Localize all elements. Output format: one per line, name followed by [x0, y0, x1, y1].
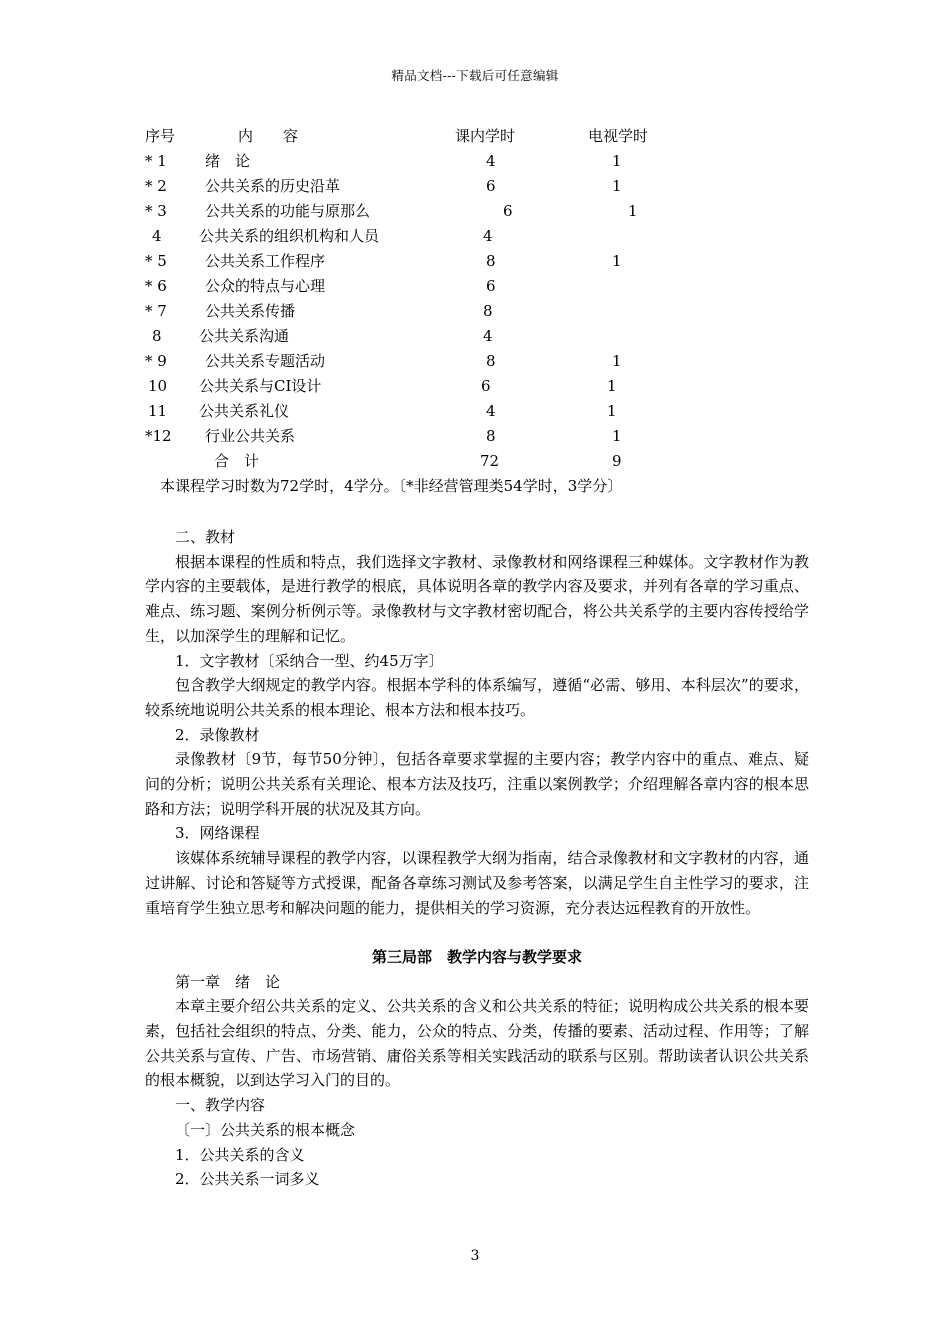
- table-row: [0, 249, 950, 274]
- header-content: 内 容: [238, 127, 299, 145]
- table-row: [0, 374, 950, 399]
- materials-title: 二、教材: [175, 528, 236, 546]
- video-materials-body: 录像教材〔9节，每节50分钟〕，包括各章要求掌握的主要内容；教学内容中的重点、难点、疑问的分析；说明公共关系有关理论、根本方法及技巧，注重以案例教学；介绍理解各章内容的根本思路和方法；说明学科开展的状况及其方向。: [145, 750, 809, 818]
- row-no: * 3: [145, 202, 167, 220]
- online-course-body: 该媒体系统辅导课程的教学内容，以课程教学大纲为指南，结合录像教材和文字教材的内容，通过讲解、讨论和答疑等方式授课，配备各章练习测试及参考答案，以满足学生自主性学习的要求，注重培育学生独立思考和解决问题的能力，提供相关的学习资源，充分表达远程教育的开放性。: [145, 849, 809, 917]
- page-number: 3: [470, 1248, 480, 1264]
- table-header-row: [0, 124, 950, 149]
- total-label: 合 计: [214, 452, 260, 470]
- table-row: [0, 174, 950, 199]
- table-row: [0, 349, 950, 374]
- table-row: [0, 274, 950, 299]
- row-content: 公众的特点与心理: [205, 277, 326, 295]
- row-content: 公共关系的组织机构和人员: [199, 227, 380, 245]
- part3-title: 第三局部 教学内容与教学要求: [371, 947, 582, 966]
- summary-line: [0, 474, 950, 499]
- table-row: [0, 324, 950, 349]
- row-class-hours: 6: [486, 177, 496, 195]
- header-tv-hours: 电视学时: [588, 127, 649, 145]
- row-content: 公共关系传播: [205, 302, 296, 320]
- row-class-hours: 8: [486, 352, 496, 370]
- row-no: 4: [152, 227, 162, 245]
- row-class-hours: 4: [486, 402, 496, 420]
- text-materials-title: 1．文字教材〔采纳合一型、约45万字〕: [175, 651, 444, 670]
- document-body: [145, 525, 809, 1192]
- row-class-hours: 6: [503, 202, 513, 220]
- text-materials-body: 包含教学大纲规定的教学内容。根据本学科的体系编写，遵循“必需、够用、本科层次”的要求，较系统地说明公共关系的根本理论、根本方法和根本技巧。: [145, 676, 809, 719]
- row-tv-hours: 1: [612, 177, 622, 195]
- row-tv-hours: 1: [612, 252, 622, 270]
- summary-text: 本课程学习时数为72学时，4学分。〔*非经营管理类54学时，3学分〕: [160, 477, 623, 495]
- row-content: 公共关系的历史沿革: [205, 177, 341, 195]
- header-no: 序号: [145, 127, 176, 145]
- list-item: 1．公共关系的含义: [175, 1145, 305, 1164]
- row-class-hours: 8: [486, 427, 496, 445]
- row-class-hours: 6: [486, 277, 496, 295]
- subsection-title: 〔一〕公共关系的根本概念: [175, 1120, 356, 1139]
- list-item: 2．公共关系一词多义: [175, 1170, 320, 1189]
- total-class-hours: 72: [480, 452, 500, 470]
- row-tv-hours: 1: [628, 202, 638, 220]
- row-tv-hours: 1: [607, 402, 617, 420]
- row-content: 公共关系的功能与原那么: [205, 202, 371, 220]
- row-content: 公共关系与CI设计: [199, 377, 322, 395]
- total-tv-hours: 9: [612, 452, 622, 470]
- row-no: 8: [152, 327, 162, 345]
- row-tv-hours: 1: [612, 427, 622, 445]
- row-content: 绪 论: [205, 152, 251, 170]
- row-class-hours: 4: [483, 227, 493, 245]
- row-no: 11: [148, 402, 168, 420]
- row-class-hours: 6: [481, 377, 491, 395]
- table-row: [0, 424, 950, 449]
- row-no: * 5: [145, 252, 167, 270]
- row-no: 10: [148, 377, 168, 395]
- table-row: [0, 149, 950, 174]
- row-tv-hours: 1: [607, 377, 617, 395]
- row-no: * 9: [145, 352, 167, 370]
- online-course-title: 3．网络课程: [175, 824, 260, 843]
- row-content: 公共关系专题活动: [205, 352, 326, 370]
- row-content: 行业公共关系: [205, 427, 296, 445]
- spacer: [145, 920, 809, 945]
- chapter1-title: 第一章 绪 论: [175, 972, 281, 991]
- table-total-row: [0, 449, 950, 474]
- table-row: [0, 399, 950, 424]
- row-no: * 2: [145, 177, 167, 195]
- table-row: [0, 224, 950, 249]
- row-content: 公共关系工作程序: [205, 252, 326, 270]
- video-materials-title: 2．录像教材: [175, 725, 260, 744]
- row-class-hours: 4: [483, 327, 493, 345]
- row-class-hours: 4: [486, 152, 496, 170]
- row-no: *12: [145, 427, 172, 445]
- row-no: * 6: [145, 277, 167, 295]
- header-class-hours: 课内学时: [455, 127, 516, 145]
- row-class-hours: 8: [483, 302, 493, 320]
- row-no: * 1: [145, 152, 167, 170]
- table-row: [0, 299, 950, 324]
- row-tv-hours: 1: [612, 352, 622, 370]
- chapter1-intro: 本章主要介绍公共关系的定义、公共关系的含义和公共关系的特征；说明构成公共关系的根本要素，包括社会组织的特点、分类、能力，公众的特点、分类，传播的要素、活动过程、作用等；了解公共关系与宣传、广告、市场营销、庸俗关系等相关实践活动的联系与区别。帮助读者认识公共关系的根本概貌，以到达学习入门的目的。: [145, 997, 809, 1090]
- row-tv-hours: 1: [612, 152, 622, 170]
- page-header: 精品文档---下载后可任意编辑: [391, 68, 559, 83]
- materials-intro: 根据本课程的性质和特点，我们选择文字教材、录像教材和网络课程三种媒体。文字教材作为教学内容的主要载体，是进行教学的根底，具体说明各章的教学内容及要求，并列有各章的学习重点、难点、练习题、案例分析例示等。录像教材与文字教材密切配合，将公共关系学的主要内容传授给学生，以加深学生的理解和记忆。: [145, 552, 809, 645]
- table-row: [0, 199, 950, 224]
- row-no: * 7: [145, 302, 167, 320]
- teaching-content-title: 一、教学内容: [175, 1096, 266, 1115]
- row-content: 公共关系沟通: [199, 327, 290, 345]
- row-class-hours: 8: [486, 252, 496, 270]
- row-content: 公共关系礼仪: [199, 402, 290, 420]
